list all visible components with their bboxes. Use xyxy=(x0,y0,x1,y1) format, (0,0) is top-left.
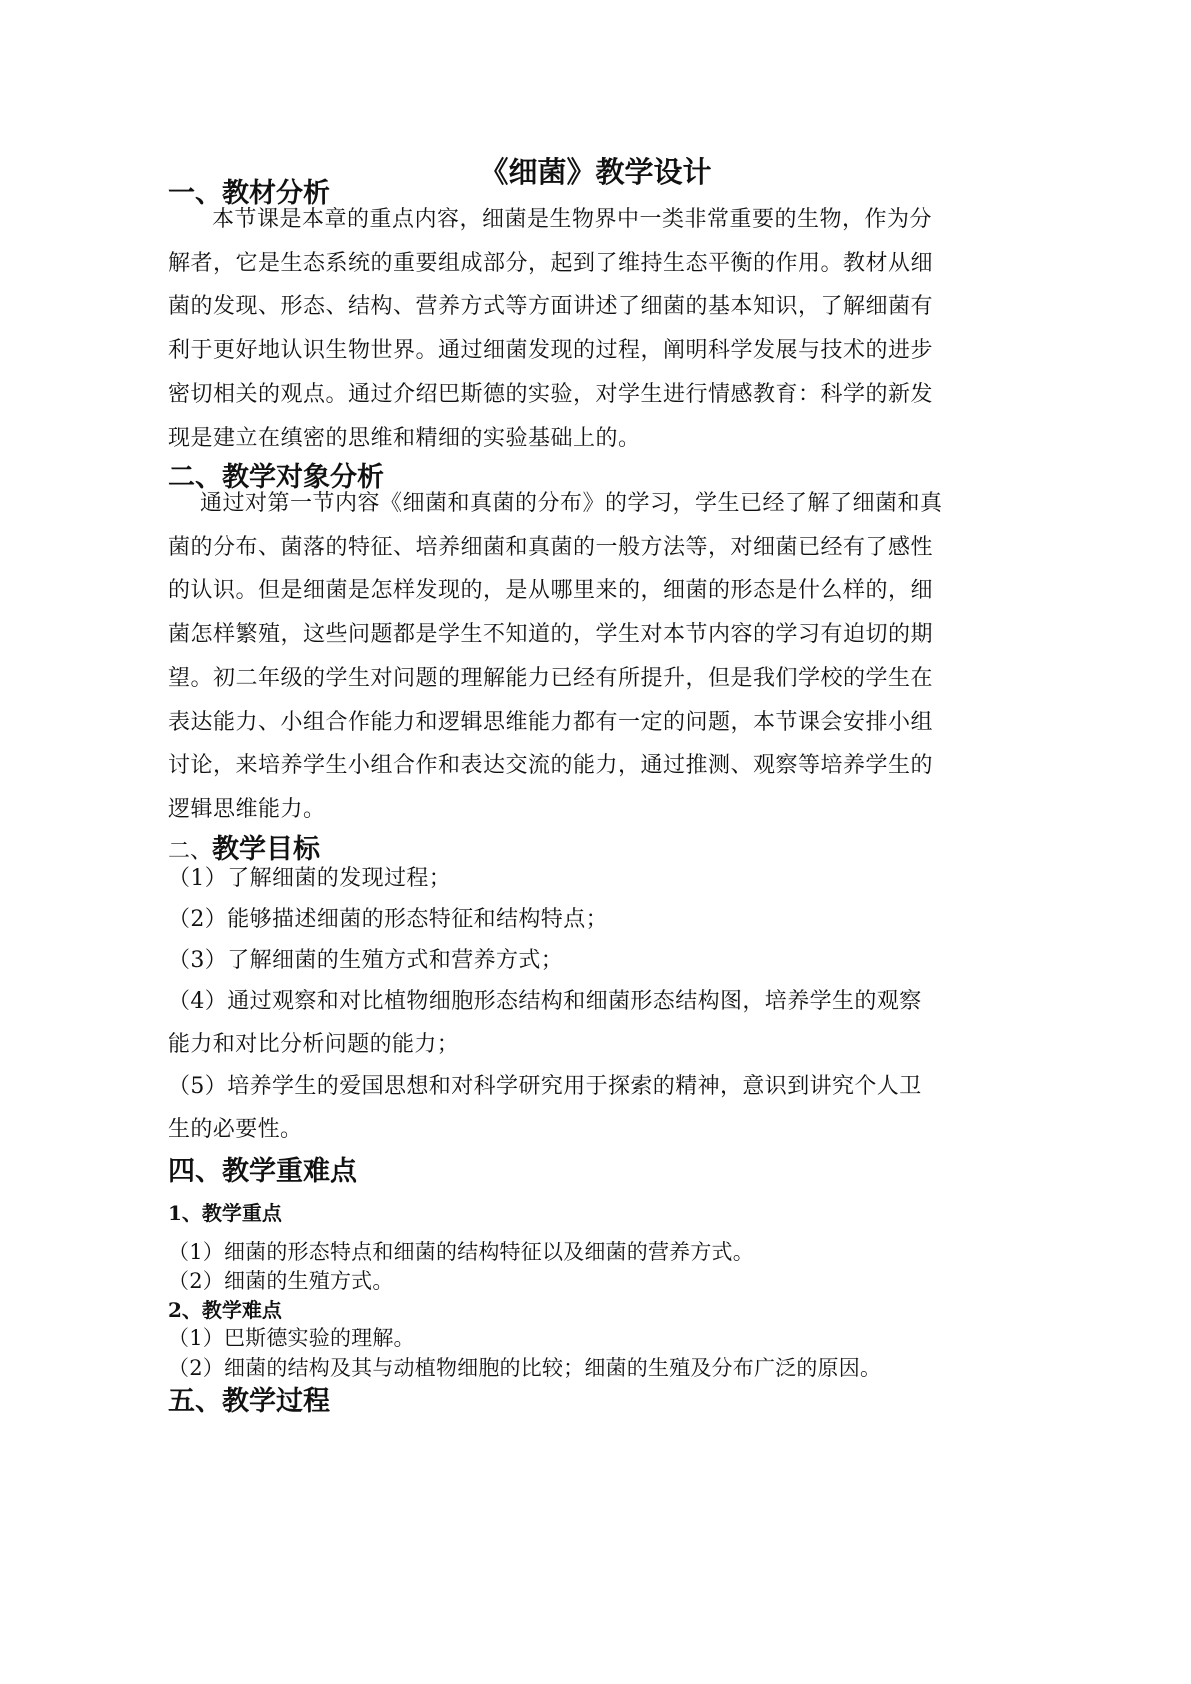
section-5-heading: 五、教学过程 xyxy=(168,1386,330,1417)
key-point-item: （2）细菌的生殖方式。 xyxy=(168,1269,394,1293)
paragraph-line: 逻辑思维能力。 xyxy=(168,796,326,822)
paragraph-line: 讨论，来培养学生小组合作和表达交流的能力，通过推测、观察等培养学生的 xyxy=(168,753,934,779)
key-point-item: （1）细菌的形态特点和细菌的结构特征以及细菌的营养方式。 xyxy=(168,1240,754,1264)
objective-item: （3）了解细菌的生殖方式和营养方式； xyxy=(168,948,564,973)
objective-item-continued: 生的必要性。 xyxy=(168,1117,303,1142)
objective-item: （5）培养学生的爱国思想和对科学研究用于探索的精神，意识到讲究个人卫 xyxy=(168,1074,922,1099)
section-4-heading: 四、教学重难点 xyxy=(168,1156,357,1187)
paragraph-line: 利于更好地认识生物世界。通过细菌发现的过程，阐明科学发展与技术的进步 xyxy=(168,338,934,364)
section-2-heading: 二、教学对象分析 xyxy=(168,462,384,493)
paragraph-line: 本节课是本章的重点内容，细菌是生物界中一类非常重要的生物，作为分 xyxy=(212,207,933,232)
paragraph-line: 菌的发现、形态、结构、营养方式等方面讲述了细菌的基本知识，了解细菌有 xyxy=(168,294,934,320)
objective-item: （1）了解细菌的发现过程； xyxy=(168,866,452,891)
objective-item: （4）通过观察和对比植物细胞形态结构和细菌形态结构图，培养学生的观察 xyxy=(168,989,922,1014)
section-3-heading-text: 教学目标 xyxy=(212,834,321,865)
paragraph-line: 的认识。但是细菌是怎样发现的，是从哪里来的，细菌的形态是什么样的，细 xyxy=(168,578,934,604)
objective-item: （2）能够描述细菌的形态特征和结构特点； xyxy=(168,907,608,932)
paragraph-line: 表达能力、小组合作能力和逻辑思维能力都有一定的问题，本节课会安排小组 xyxy=(168,709,934,735)
paragraph-line: 通过对第一节内容《细菌和真菌的分布》的学习，学生已经了解了细菌和真 xyxy=(200,491,943,516)
paragraph-line: 现是建立在缜密的思维和精细的实验基础上的。 xyxy=(168,425,641,451)
difficulty-item: （2）细菌的结构及其与动植物细胞的比较；细菌的生殖及分布广泛的原因。 xyxy=(168,1356,882,1380)
paragraph-line: 密切相关的观点。通过介绍巴斯德的实验，对学生进行情感教育：科学的新发 xyxy=(168,381,934,407)
section-1-paragraph xyxy=(168,198,933,460)
document-title: 《细菌》教学设计 xyxy=(479,155,712,189)
paragraph-line: 菌怎样繁殖，这些问题都是学生不知道的，学生对本节内容的学习有迫切的期 xyxy=(168,622,934,648)
section-2-paragraph xyxy=(168,482,943,832)
paragraph-line: 菌的分布、菌落的特征、培养细菌和真菌的一般方法等，对细菌已经有了感性 xyxy=(168,534,934,560)
difficulties-heading: 2、教学难点 xyxy=(168,1298,282,1322)
paragraph-line: 解者，它是生态系统的重要组成部分，起到了维持生态平衡的作用。教材从细 xyxy=(168,250,934,276)
paragraph-line: 望。初二年级的学生对问题的理解能力已经有所提升，但是我们学校的学生在 xyxy=(168,665,934,691)
section-1-heading: 一、教材分析 xyxy=(168,178,330,209)
objective-item-continued: 能力和对比分析问题的能力； xyxy=(168,1032,460,1057)
key-points-heading: 1、教学重点 xyxy=(168,1201,282,1225)
difficulty-item: （1）巴斯德实验的理解。 xyxy=(168,1326,415,1350)
section-3-heading-prefix: 二、 xyxy=(168,839,213,864)
